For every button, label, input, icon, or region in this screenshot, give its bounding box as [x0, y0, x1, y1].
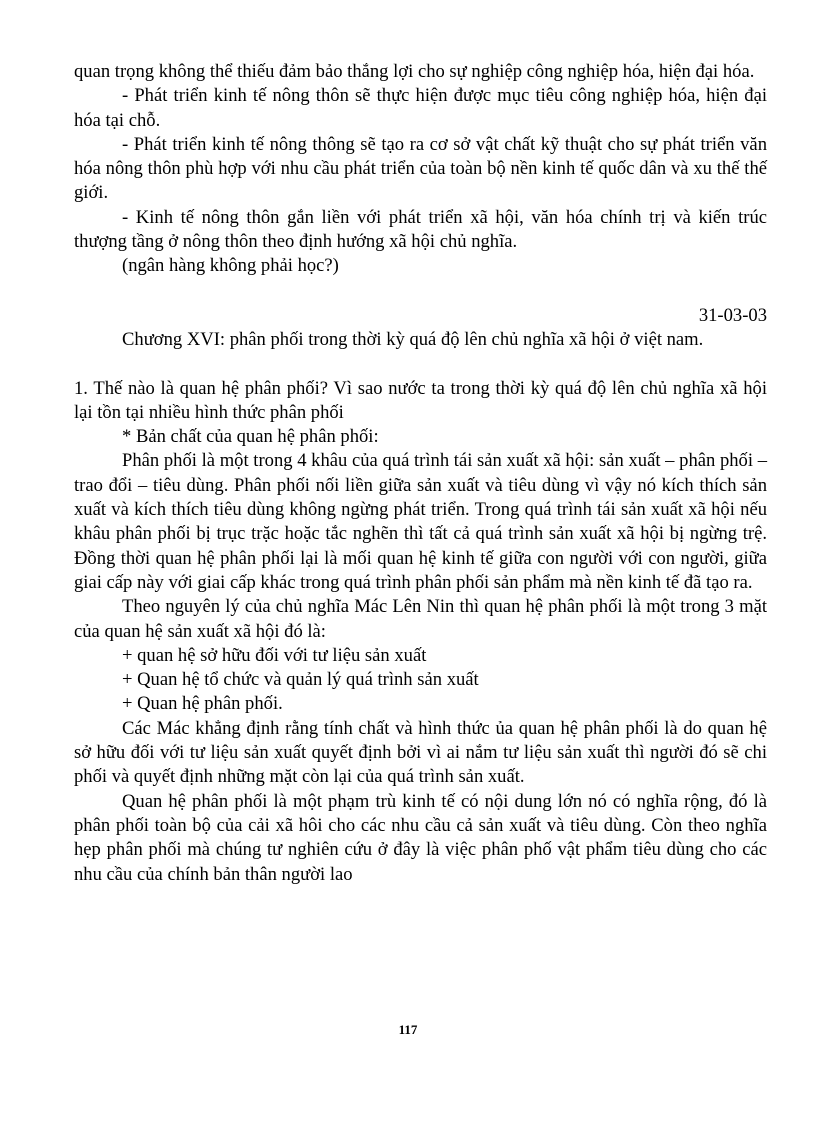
paragraph-distribution-definition: Phân phối là một trong 4 khâu của quá trình tái sản xuất xã hội: sản xuất – phân phối – trao đổi – tiêu dùng. Phân phối nối liền giữa sản xuất và tiêu dùng vì vậy nó kích thích sản xuất và kích thích tiêu dùng không ngừng phát triển. Trong quá trình tái sản xuất xã hội nếu khâu phân phối bị trục trặc hoặc tắc nghẽn thì tất cả quá trình sản xuất xã hội bị ngừng trệ. Đồng thời quan hệ phân phối lại là mối quan hệ kinh tế giữa con người với con người, giữa giai cấp này với giai cấp khác trong quá trình phân phối sản phẩm mà nền kinh tế đã tạo ra.	[74, 450, 767, 593]
document-page	[74, 60, 767, 887]
paragraph-marxist-principle: Theo nguyên lý của chủ nghĩa Mác Lên Nin thì quan hệ phân phối là một trong 3 mặt của quan hệ sản xuất xã hội đó là:	[74, 596, 767, 642]
list-item-ownership: + quan hệ sở hữu đối với tư liệu sản xuất	[122, 644, 427, 666]
paragraph-marx-statement: Các Mác khẳng định rằng tính chất và hình thức ủa quan hệ phân phối là do quan hệ sở hữu đối với tư liệu sản xuất quyết định bởi vì ai nắm tư liệu sản xuất thì người đó sẽ chi phối và quyết định những mặt còn lại của quá trình sản xuất.	[74, 717, 767, 788]
section-subheading: * Bản chất của quan hệ phân phối:	[122, 426, 379, 448]
chapter-title: Chương XVI: phân phối trong thời kỳ quá độ lên chủ nghĩa xã hội ở việt nam.	[122, 328, 704, 350]
paragraph-bullet-infrastructure: - Phát triển kinh tế nông thông sẽ tạo ra cơ sở vật chất kỹ thuật cho sự phát triển văn hóa nông thôn phù hợp với nhu cầu phát triển của toàn bộ nền kinh tế quốc dân và xu thế thế giới.	[74, 133, 767, 204]
page-number: 117	[398, 1022, 418, 1037]
paragraph-bullet-industrialization: - Phát triển kinh tế nông thôn sẽ thực hiện được mục tiêu công nghiệp hóa, hiện đại hóa tại chỗ.	[74, 85, 767, 131]
list-item-distribution: + Quan hệ phân phối.	[122, 693, 283, 715]
paragraph-bullet-society: - Kinh tế nông thôn gắn liền với phát triển xã hội, văn hóa chính trị và kiến trúc thượng tầng ở nông thôn theo định hướng xã hội chủ nghĩa.	[74, 206, 767, 253]
paragraph-note: (ngân hàng không phải học?)	[122, 255, 339, 277]
question-heading: 1. Thế nào là quan hệ phân phối? Vì sao nước ta trong thời kỳ quá độ lên chủ nghĩa xã hội lại tồn tại nhiều hình thức phân phối	[74, 377, 767, 423]
date-heading: 31-03-03	[698, 304, 767, 326]
list-item-organization: + Quan hệ tổ chức và quản lý quá trình sản xuất	[122, 669, 479, 691]
paragraph-broad-narrow-meaning: Quan hệ phân phối là một phạm trù kinh tế có nội dung lớn nó có nghĩa rộng, đó là phân phối toàn bộ của cải xã hôi cho các nhu cầu cả sản xuất và tiêu dùng. Còn theo nghĩa hẹp phân phối mà chúng tư nghiên cứu ở đây là việc phân phố vật phẩm tiêu dùng cho các nhu cầu của chính bản thân người lao	[74, 790, 767, 885]
paragraph-continuation: quan trọng không thể thiếu đảm bảo thắng lợi cho sự nghiệp công nghiệp hóa, hiện đại hóa.	[74, 61, 755, 82]
